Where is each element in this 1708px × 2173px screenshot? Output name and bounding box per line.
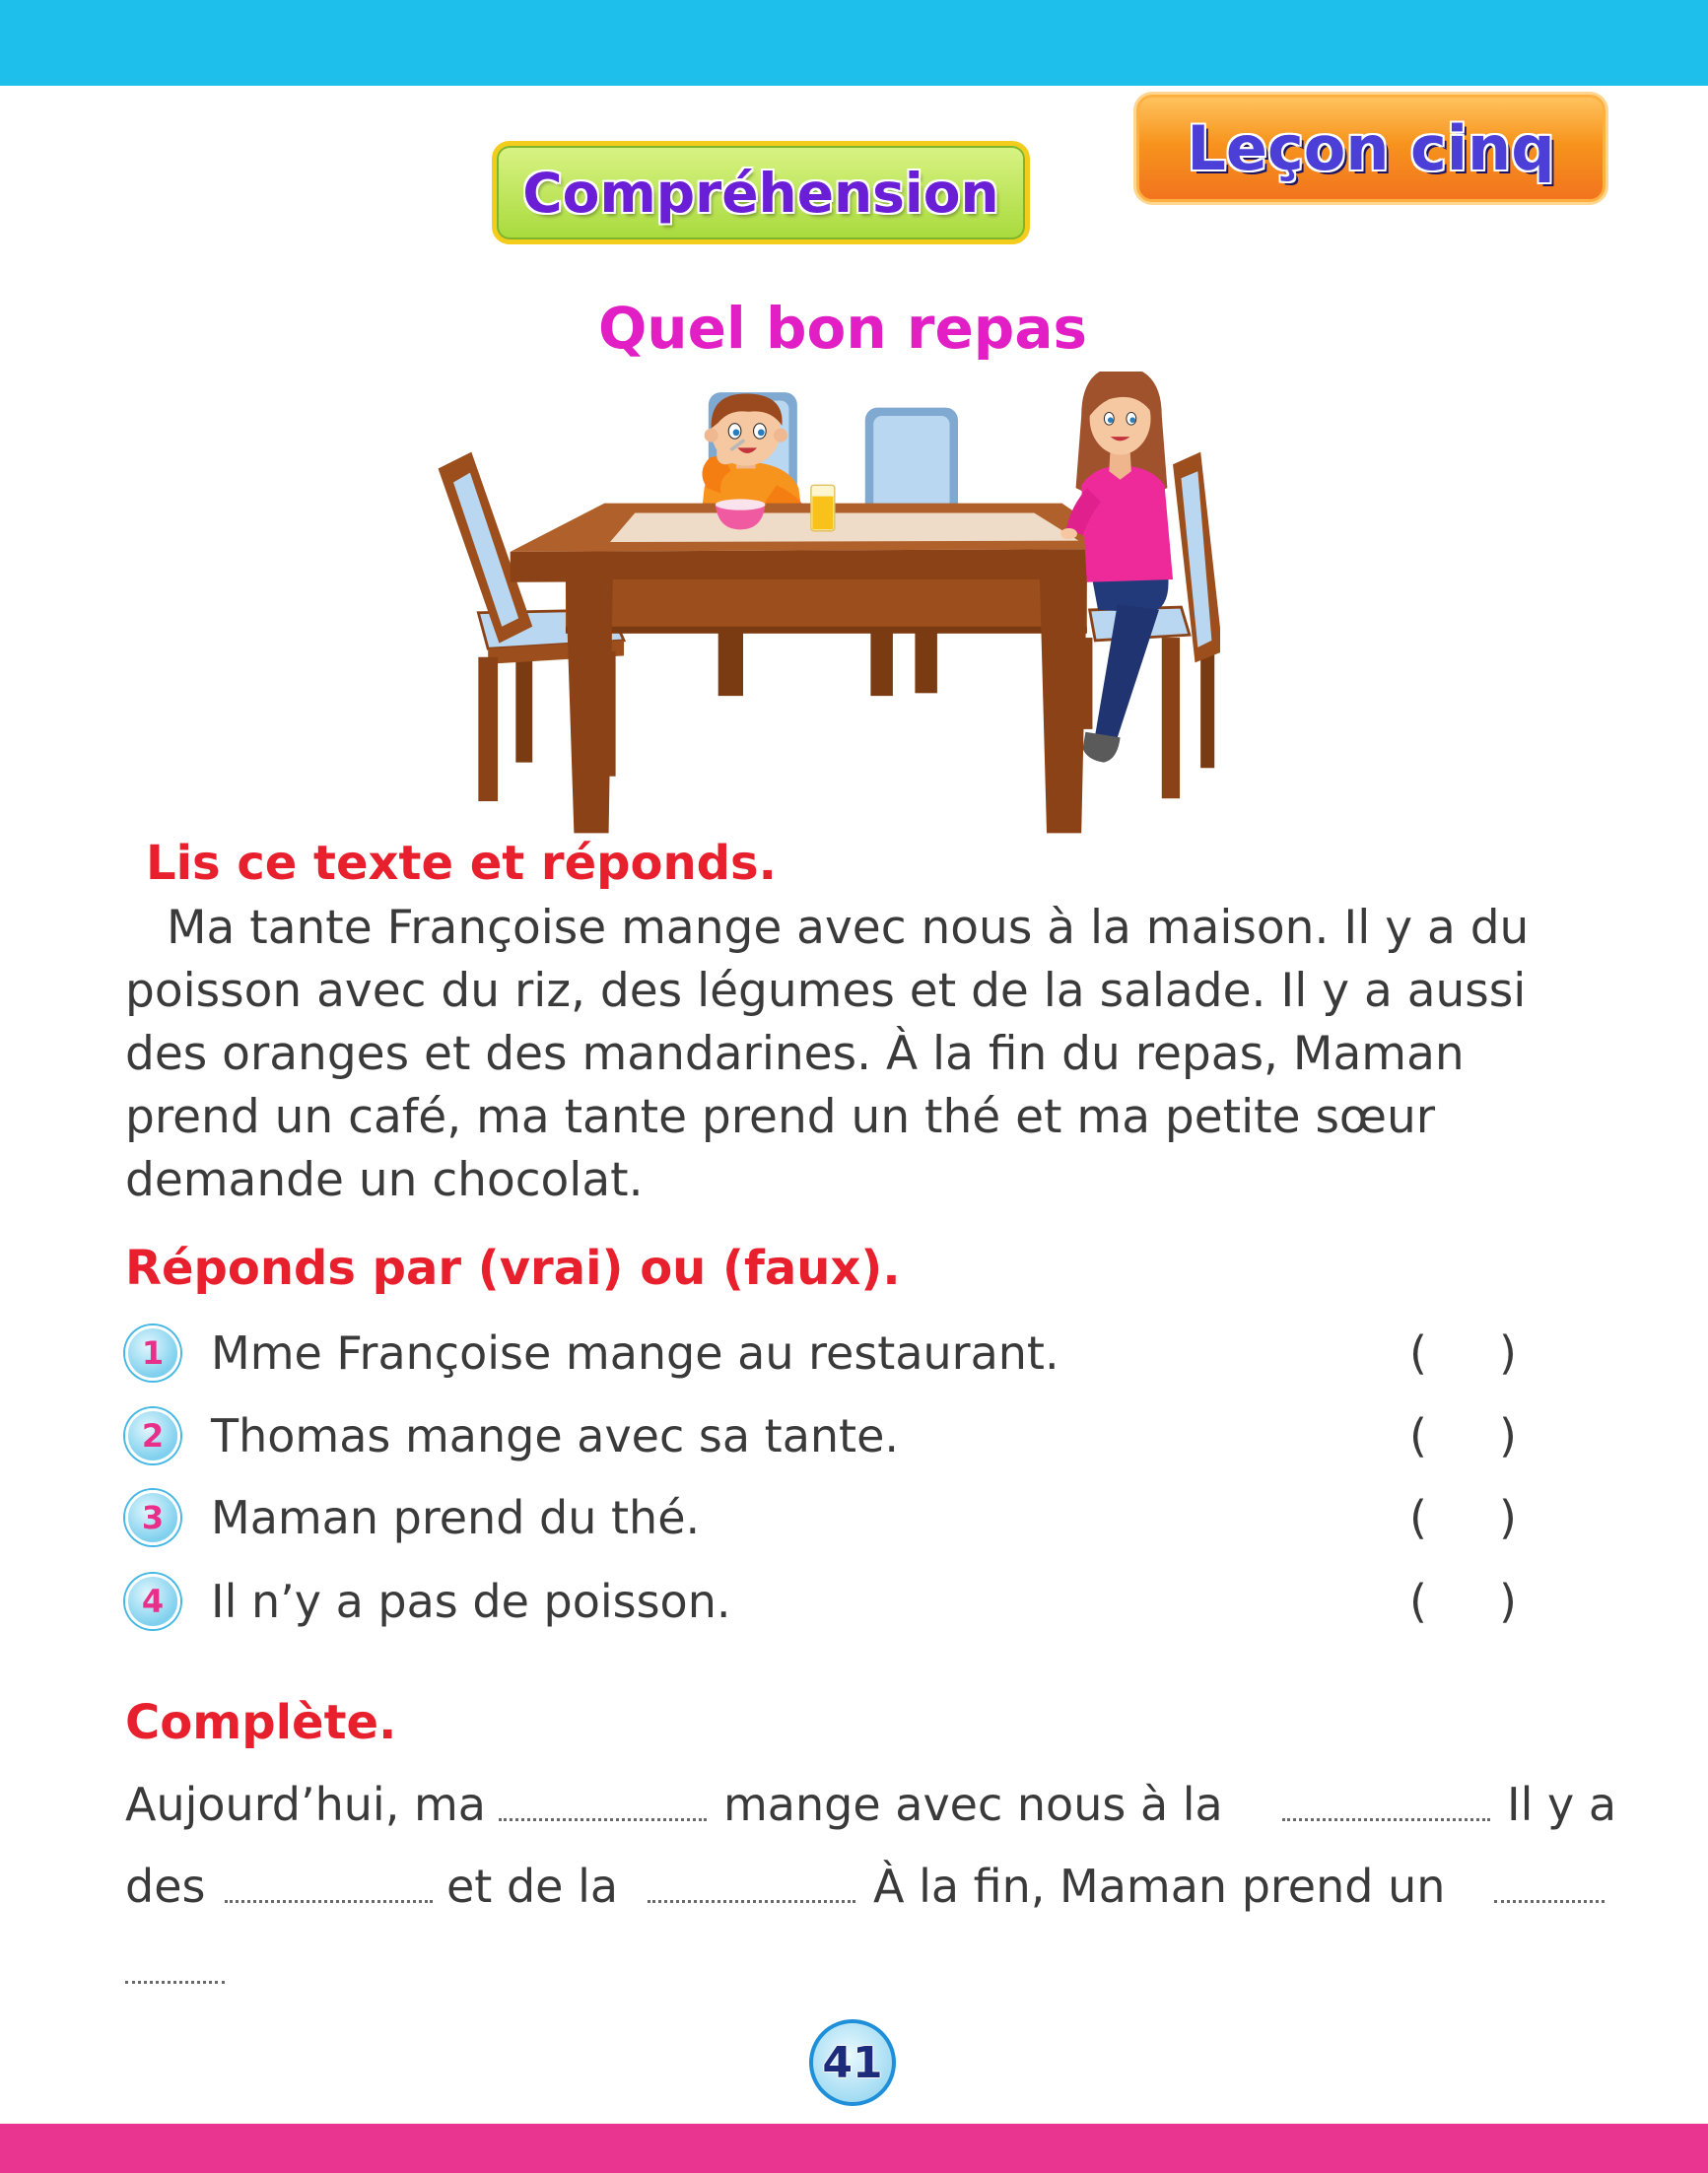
page-title: Quel bon repas [598,295,1087,362]
blank-field[interactable] [225,1900,433,1903]
reading-instruction: Lis ce texte et réponds. [146,836,777,891]
blank-field[interactable] [1494,1900,1605,1903]
section-label: Compréhension [522,161,999,225]
true-false-item [0,1572,1708,1631]
true-false-item [0,1488,1708,1547]
table [511,504,1128,834]
item-statement: Maman prend du thé. [211,1491,701,1544]
middle-chair-back [865,408,958,519]
fill-text: Aujourd’hui, ma [125,1778,486,1831]
fill-text: mange avec nous à la [723,1778,1223,1831]
blank-field[interactable] [648,1900,855,1903]
fill-text: À la fin, Maman prend un [873,1860,1446,1913]
true-false-item [0,1406,1708,1465]
true-false-item [0,1324,1708,1383]
juice-glass [811,485,835,530]
fill-text: Il y a [1507,1778,1617,1831]
lesson-label: Leçon cinq [1187,112,1555,184]
page-number: 41 [809,2019,896,2106]
answer-box[interactable]: ( ) [1409,1491,1518,1544]
top-banner [0,0,1708,86]
bottom-banner [0,2124,1708,2173]
passage-line: demande un chocolat. [125,1153,644,1207]
passage-line: poisson avec du riz, des légumes et de la salade. Il y a aussi [125,964,1527,1018]
lesson-badge [1136,95,1606,202]
true-false-instruction: Réponds par (vrai) ou (faux). [125,1241,901,1296]
passage-line: Ma tante Françoise mange avec nous à la maison. Il y a du [167,901,1530,955]
item-statement: Mme Françoise mange au restaurant. [211,1326,1059,1380]
section-badge [492,141,1030,244]
passage-line: prend un café, ma tante prend un thé et ma petite sœur [125,1090,1436,1144]
passage-line: des oranges et des mandarines. À la fin du repas, Maman [125,1027,1465,1081]
item-statement: Il n’y a pas de poisson. [211,1575,731,1628]
item-number-badge: 3 [125,1490,180,1545]
complete-instruction: Complète. [125,1695,397,1750]
answer-box[interactable]: ( ) [1409,1326,1518,1380]
blank-field[interactable] [1282,1818,1490,1821]
blank-field[interactable] [125,1981,225,1984]
reading-passage [125,897,1529,1212]
fill-text: des [125,1860,206,1913]
dining-illustration [437,372,1220,839]
item-number-badge: 4 [125,1574,180,1629]
item-number-badge: 2 [125,1408,180,1463]
answer-box[interactable]: ( ) [1409,1409,1518,1462]
item-statement: Thomas mange avec sa tante. [211,1409,899,1462]
answer-box[interactable]: ( ) [1409,1575,1518,1628]
fill-text: et de la [446,1860,619,1913]
blank-field[interactable] [499,1818,707,1821]
item-number-badge: 1 [125,1325,180,1381]
